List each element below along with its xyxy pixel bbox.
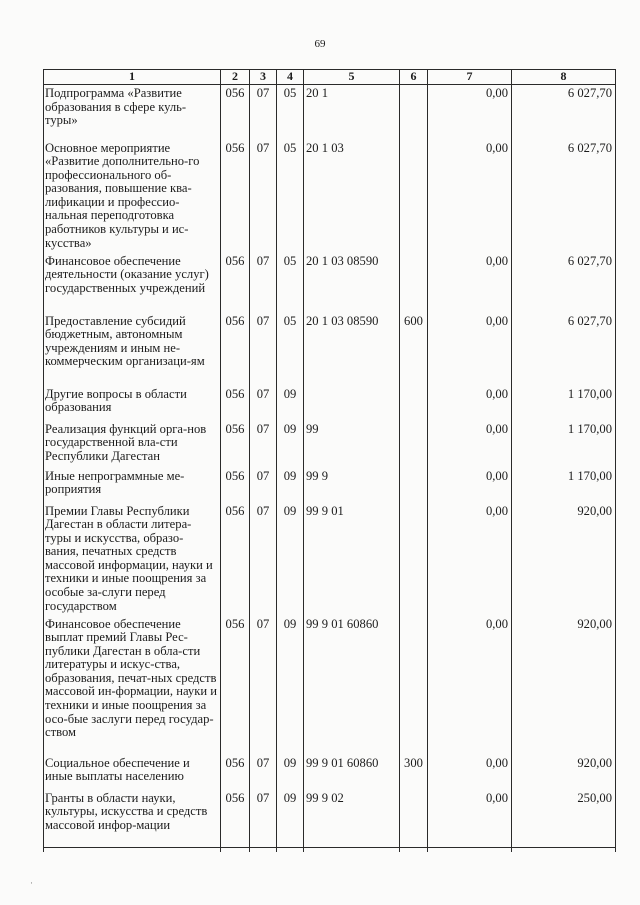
cell-ministry: 056 — [221, 421, 250, 468]
cell-col7: 0,00 — [428, 616, 512, 755]
cell-section: 07 — [250, 616, 277, 755]
cell-expense-type — [400, 253, 428, 313]
cell-amount: 6 027,70 — [512, 85, 616, 140]
cell-amount: 250,00 — [512, 790, 616, 852]
cell-target-article: 20 1 03 08590 — [304, 253, 400, 313]
cell-ministry: 056 — [221, 616, 250, 755]
cell-section: 07 — [250, 468, 277, 503]
cell-section: 07 — [250, 790, 277, 852]
cell-target-article: 99 9 01 — [304, 503, 400, 616]
row-name: Подпрограмма «Развитие образования в сфере куль-туры» — [44, 85, 221, 140]
row-name: Иные непрограммные ме-роприятия — [44, 468, 221, 503]
cell-amount: 1 170,00 — [512, 421, 616, 468]
table-row — [44, 616, 616, 755]
column-header: 4 — [277, 70, 304, 85]
cell-ministry: 056 — [221, 503, 250, 616]
cell-amount: 920,00 — [512, 755, 616, 790]
cell-subsection: 09 — [277, 468, 304, 503]
table-row — [44, 503, 616, 616]
cell-ministry: 056 — [221, 253, 250, 313]
cell-col7: 0,00 — [428, 755, 512, 790]
column-header: 5 — [304, 70, 400, 85]
cell-col7: 0,00 — [428, 790, 512, 852]
cell-expense-type — [400, 616, 428, 755]
cell-expense-type — [400, 421, 428, 468]
column-header: 2 — [221, 70, 250, 85]
row-name: Социальное обеспечение и иные выплаты населению — [44, 755, 221, 790]
row-name: Основное мероприятие «Развитие дополнительно-го профессионального об-разования, повышение ква-лификации и профессио-нальная переподготовка работников культуры и ис-кусства» — [44, 140, 221, 253]
cell-ministry: 056 — [221, 313, 250, 386]
table-row — [44, 85, 616, 140]
cell-col7: 0,00 — [428, 253, 512, 313]
cell-ministry: 056 — [221, 386, 250, 421]
row-name: Реализация функций орга-нов государственной вла-сти Республики Дагестан — [44, 421, 221, 468]
cell-subsection: 09 — [277, 421, 304, 468]
table-row — [44, 253, 616, 313]
row-name: Гранты в области науки, культуры, искусства и средств массовой инфор-мации — [44, 790, 221, 852]
cell-col7: 0,00 — [428, 421, 512, 468]
cell-subsection: 05 — [277, 140, 304, 253]
budget-table — [43, 69, 616, 852]
row-name: Премии Главы Республики Дагестан в области литера-туры и искусства, образо-вания, печатных средств массовой информации, науки и техники и иные поощрения за особые за-слуги перед государством — [44, 503, 221, 616]
cell-target-article: 20 1 03 08590 — [304, 313, 400, 386]
cell-subsection: 09 — [277, 755, 304, 790]
cell-subsection: 09 — [277, 616, 304, 755]
cell-col7: 0,00 — [428, 468, 512, 503]
cell-col7: 0,00 — [428, 386, 512, 421]
cell-amount: 1 170,00 — [512, 386, 616, 421]
table-row — [44, 421, 616, 468]
cell-expense-type — [400, 140, 428, 253]
cell-subsection: 05 — [277, 85, 304, 140]
cell-target-article: 99 9 01 60860 — [304, 616, 400, 755]
cell-target-article: 99 — [304, 421, 400, 468]
cell-amount: 6 027,70 — [512, 313, 616, 386]
cell-section: 07 — [250, 85, 277, 140]
row-name: Предоставление субсидий бюджетным, автономным учреждениям и иным не-коммерческим организаци-ям — [44, 313, 221, 386]
cell-col7: 0,00 — [428, 503, 512, 616]
cell-ministry: 056 — [221, 140, 250, 253]
cell-subsection: 09 — [277, 386, 304, 421]
cell-section: 07 — [250, 421, 277, 468]
cell-section: 07 — [250, 313, 277, 386]
cell-expense-type — [400, 85, 428, 140]
row-name: Финансовое обеспечение выплат премий Главы Рес-публики Дагестан в обла-сти литературы и искус-ства, образования, печат-ных средств массовой ин-формации, науки и техники и иные поощрения за осо-бые заслуги перед государ-ством — [44, 616, 221, 755]
table-row — [44, 790, 616, 852]
column-header: 8 — [512, 70, 616, 85]
cell-section: 07 — [250, 253, 277, 313]
cell-target-article: 99 9 02 — [304, 790, 400, 852]
column-header: 1 — [44, 70, 221, 85]
cell-ministry: 056 — [221, 468, 250, 503]
cell-col7: 0,00 — [428, 85, 512, 140]
cell-amount: 920,00 — [512, 503, 616, 616]
cell-expense-type: 600 — [400, 313, 428, 386]
cell-section: 07 — [250, 503, 277, 616]
column-header: 7 — [428, 70, 512, 85]
cell-target-article: 99 9 — [304, 468, 400, 503]
cell-expense-type — [400, 503, 428, 616]
cell-subsection: 09 — [277, 503, 304, 616]
table-row — [44, 755, 616, 790]
cell-amount: 6 027,70 — [512, 253, 616, 313]
page-number: 69 — [314, 38, 326, 50]
cell-ministry: 056 — [221, 755, 250, 790]
cell-subsection: 05 — [277, 253, 304, 313]
cell-ministry: 056 — [221, 85, 250, 140]
cell-target-article: 20 1 03 — [304, 140, 400, 253]
table-row — [44, 468, 616, 503]
cell-amount: 1 170,00 — [512, 468, 616, 503]
row-name: Другие вопросы в области образования — [44, 386, 221, 421]
cell-expense-type — [400, 468, 428, 503]
cell-section: 07 — [250, 386, 277, 421]
table-row — [44, 386, 616, 421]
cell-subsection: 05 — [277, 313, 304, 386]
table-row — [44, 313, 616, 386]
cell-section: 07 — [250, 755, 277, 790]
cell-target-article: 99 9 01 60860 — [304, 755, 400, 790]
cell-expense-type: 300 — [400, 755, 428, 790]
cell-col7: 0,00 — [428, 140, 512, 253]
table-row — [44, 140, 616, 253]
cell-amount: 920,00 — [512, 616, 616, 755]
table-header-row — [44, 70, 616, 85]
scan-dot: · — [30, 878, 33, 888]
cell-section: 07 — [250, 140, 277, 253]
cell-ministry: 056 — [221, 790, 250, 852]
cell-expense-type — [400, 790, 428, 852]
cell-expense-type — [400, 386, 428, 421]
cell-target-article — [304, 386, 400, 421]
column-header: 3 — [250, 70, 277, 85]
row-name: Финансовое обеспечение деятельности (оказание услуг) государственных учреждений — [44, 253, 221, 313]
cell-target-article: 20 1 — [304, 85, 400, 140]
cell-amount: 6 027,70 — [512, 140, 616, 253]
cell-col7: 0,00 — [428, 313, 512, 386]
table-bottom-border — [43, 847, 615, 848]
table-body — [44, 85, 616, 852]
cell-subsection: 09 — [277, 790, 304, 852]
column-header: 6 — [400, 70, 428, 85]
